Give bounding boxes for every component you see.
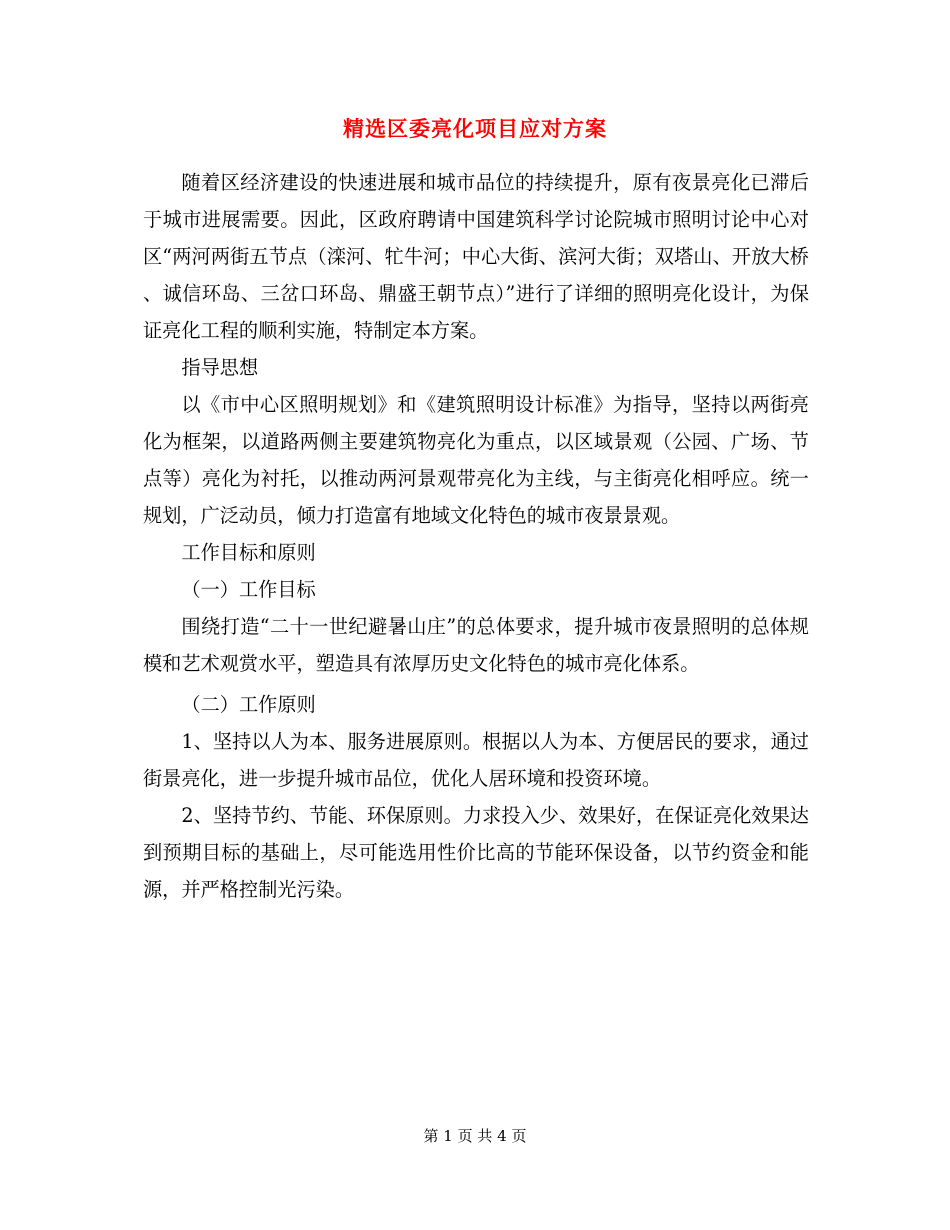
- paragraph-principle-1: 1、坚持以人为本、服务进展原则。根据以人为本、方便居民的要求，通过街景亮化，进一步提升城市品位，优化人居环境和投资环境。: [143, 730, 809, 790]
- paragraph-guiding-ideology: 以《市中心区照明规划》和《建筑照明设计标准》为指导，坚持以两街亮化为框架，以道路两侧主要建筑物亮化为重点，以区域景观（公园、广场、节点等）亮化为衬托，以推动两河景观带亮化为主线，与主街亮化相呼应。统一规划，广泛动员，倾力打造富有地域文化特色的城市夜景景观。: [143, 393, 809, 527]
- document-body: [143, 164, 809, 908]
- heading-goals-principles: 工作目标和原则: [181, 541, 316, 564]
- subheading-work-principles: （二）工作原则: [181, 693, 316, 716]
- paragraph-intro: 随着区经济建设的快速进展和城市品位的持续提升，原有夜景亮化已滞后于城市进展需要。因此，区政府聘请中国建筑科学讨论院城市照明讨论中心对区“两河两街五节点（滦河、牤牛河；中心大街、滨河大街；双塔山、开放大桥、诚信环岛、三岔口环岛、鼎盛王朝节点）”进行了详细的照明亮化设计，为保证亮化工程的顺利实施，特制定本方案。: [143, 171, 809, 342]
- document-title: 精选区委亮化项目应对方案: [343, 116, 607, 141]
- subheading-work-goals: （一）工作目标: [181, 578, 316, 601]
- heading-guiding-ideology: 指导思想: [181, 356, 259, 379]
- paragraph-principle-2: 2、坚持节约、节能、环保原则。力求投入少、效果好，在保证亮化效果达到预期目标的基础上，尽可能选用性价比高的节能环保设备，以节约资金和能源，并严格控制光污染。: [143, 804, 809, 901]
- paragraph-work-goals: 围绕打造“二十一世纪避暑山庄”的总体要求，提升城市夜景照明的总体规模和艺术观赏水平，塑造具有浓厚历史文化特色的城市亮化体系。: [143, 615, 809, 675]
- page-number-footer: 第 1 页 共 4 页: [423, 1127, 527, 1145]
